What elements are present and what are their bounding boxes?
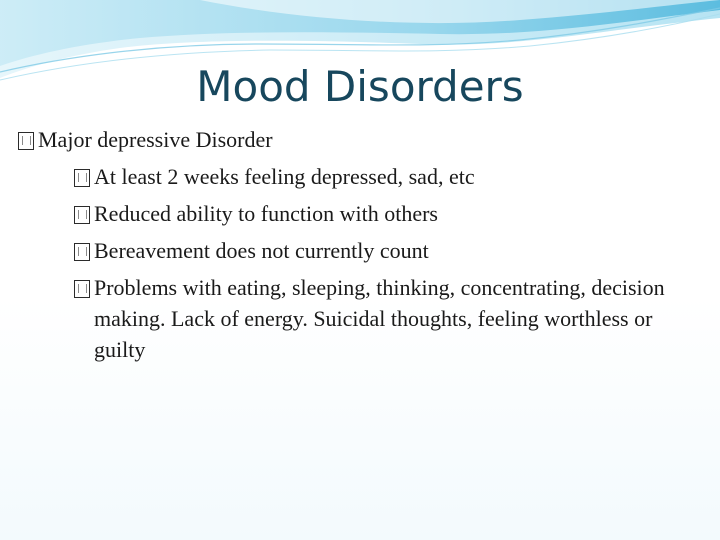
bullet-item	[18, 124, 698, 155]
sub-bullet-item	[18, 161, 698, 192]
missing-glyph-icon	[74, 206, 90, 224]
bullet-text: Reduced ability to function with others	[94, 201, 438, 226]
sub-bullet-item	[18, 235, 698, 266]
missing-glyph-icon	[74, 280, 90, 298]
bullet-text: Major depressive Disorder	[38, 127, 273, 152]
missing-glyph-icon	[74, 243, 90, 261]
bullet-text: Bereavement does not currently count	[94, 238, 429, 263]
sub-bullet-item	[18, 198, 698, 229]
slide-title: Mood Disorders	[196, 62, 524, 111]
bullet-list	[18, 124, 698, 371]
bullet-text: At least 2 weeks feeling depressed, sad, etc	[94, 164, 475, 189]
bullet-text: Problems with eating, sleeping, thinking, concentrating, decision making. Lack of energy. Suicidal thoughts, feeling worthless or guilty	[94, 275, 665, 362]
sub-bullet-item	[18, 272, 698, 365]
missing-glyph-icon	[74, 169, 90, 187]
missing-glyph-icon	[18, 132, 34, 150]
